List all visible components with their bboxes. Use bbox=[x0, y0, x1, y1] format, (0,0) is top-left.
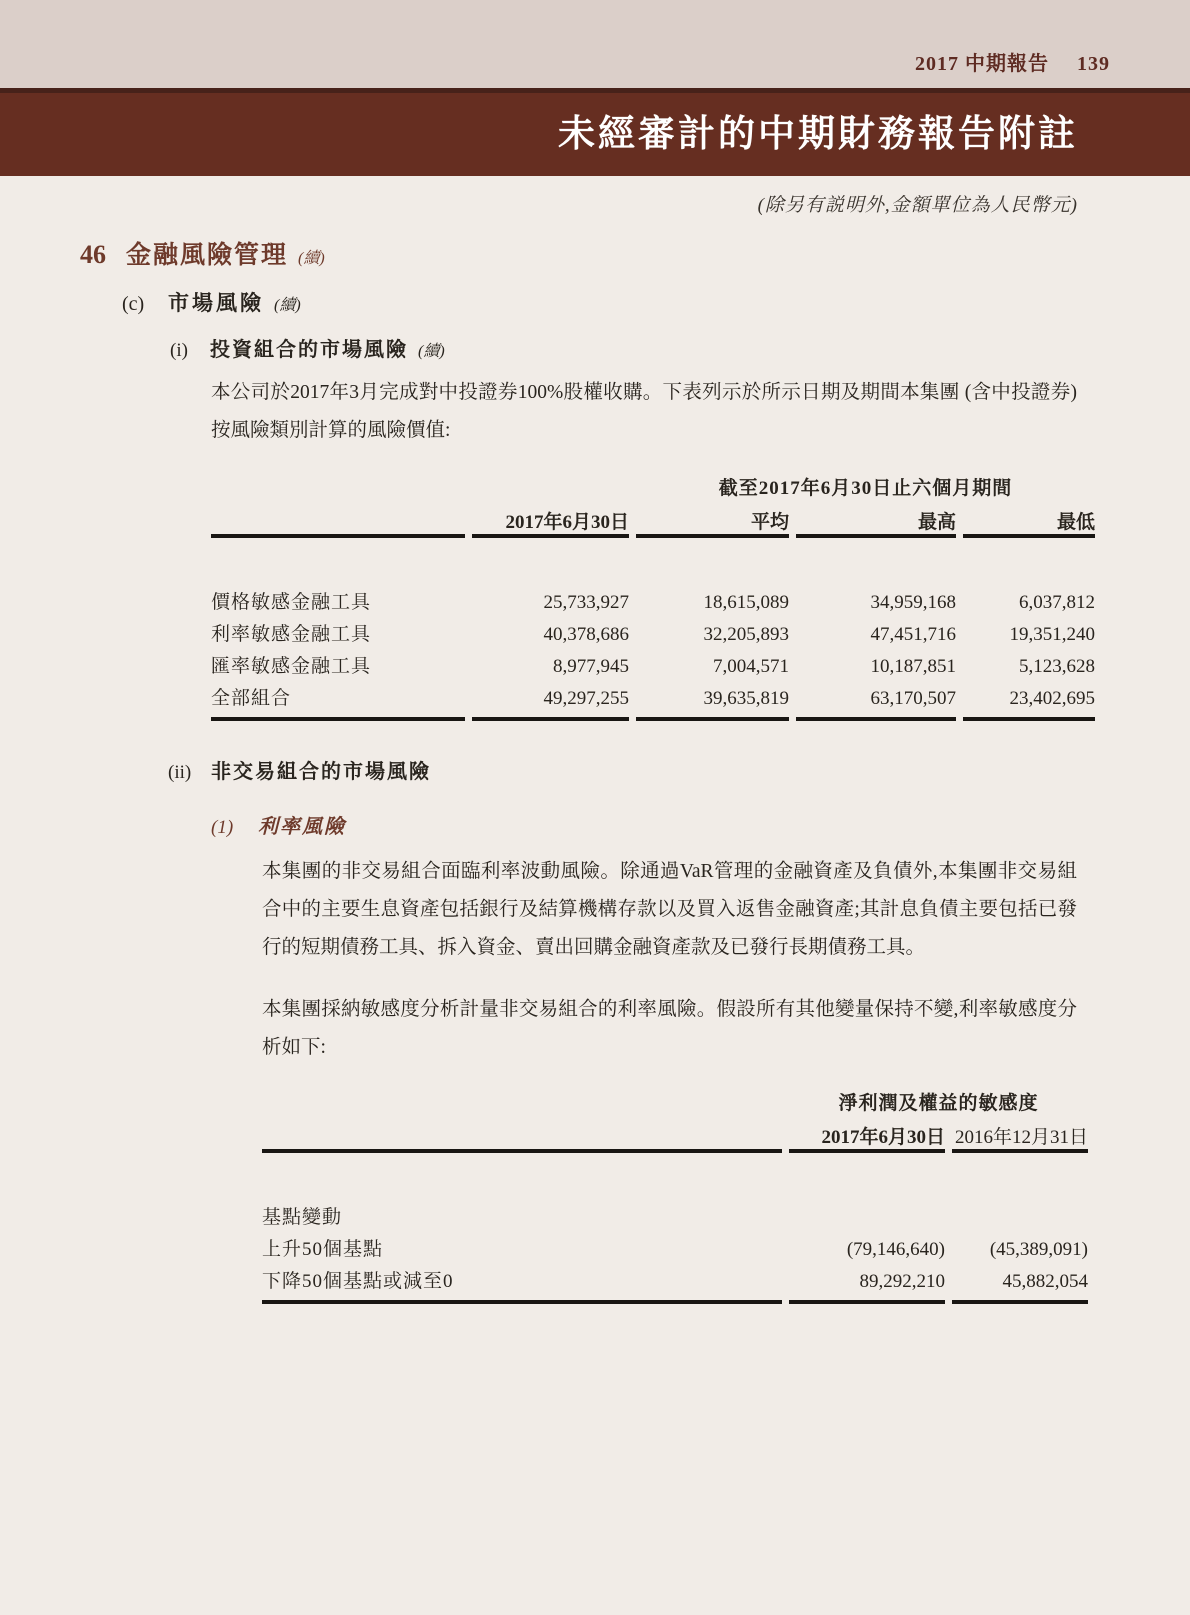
var-table-span-header-row bbox=[211, 464, 1095, 500]
row-value: 5,123,628 bbox=[1019, 656, 1095, 678]
row-value bbox=[789, 1197, 945, 1229]
sens-table-span-header: 淨利潤及權益的敏感度 bbox=[838, 1093, 1039, 1115]
row-value: 6,037,812 bbox=[1019, 592, 1095, 614]
row-value: 18,615,089 bbox=[703, 592, 789, 614]
row-value: 89,292,210 bbox=[789, 1261, 945, 1304]
row-value: 10,187,851 bbox=[870, 656, 956, 678]
item-1-label: (1) bbox=[211, 817, 234, 839]
subsection-c-continued-note: (續) bbox=[274, 297, 301, 314]
row-label: 基點變動 bbox=[262, 1207, 343, 1229]
var-table bbox=[204, 464, 1102, 721]
table-row bbox=[262, 1197, 1088, 1229]
row-value: 47,451,716 bbox=[870, 624, 956, 646]
sens-table-col-header: 2017年6月30日 bbox=[789, 1115, 945, 1153]
row-value: 8,977,945 bbox=[553, 656, 629, 678]
table-row bbox=[262, 1229, 1088, 1261]
sens-table-span-header-row bbox=[262, 1079, 1088, 1115]
section-continued-note: (續) bbox=[298, 250, 325, 267]
subsection-ii-label: (ii) bbox=[168, 762, 192, 784]
row-value: 34,959,168 bbox=[870, 592, 956, 614]
interest-rate-risk-paragraph: 本集團的非交易組合面臨利率波動風險。除通過VaR管理的金融資產及負債外,本集團非交易組合中的主要生息資產包括銀行及結算機構存款以及買入返售金融資產;其計息負債主要包括已發行的短期債務工具、拆入資金、賣出回購金融資產款及已發行長期債務工具。 bbox=[262, 861, 1077, 959]
subsection-i-title: 投資組合的市場風險 bbox=[210, 339, 408, 361]
title-band bbox=[0, 88, 1190, 176]
row-label: 利率敏感金融工具 bbox=[211, 624, 372, 646]
section-heading bbox=[80, 235, 1190, 271]
sens-table-col-header: 2016年12月31日 bbox=[952, 1115, 1088, 1153]
table-row-total bbox=[211, 678, 1095, 721]
report-label: 2017 中期報告 bbox=[915, 53, 1049, 75]
item-1-heading bbox=[211, 810, 1190, 839]
sens-table-column-header-row bbox=[262, 1115, 1088, 1153]
row-value: 23,402,695 bbox=[963, 678, 1095, 721]
row-value bbox=[952, 1197, 1088, 1229]
var-table-column-header-row bbox=[211, 500, 1095, 538]
row-value: 25,733,927 bbox=[543, 592, 629, 614]
var-table-span-header: 截至2017年6月30日止六個月期間 bbox=[718, 478, 1013, 500]
table-spacer-row bbox=[211, 538, 1095, 582]
page-number: 139 bbox=[1077, 53, 1110, 75]
var-table-col-header: 平均 bbox=[636, 500, 789, 538]
row-value: 49,297,255 bbox=[472, 678, 629, 721]
running-head bbox=[915, 47, 1110, 76]
subsection-ii-heading bbox=[168, 755, 1190, 784]
table-row bbox=[211, 614, 1095, 646]
subsection-c-label: (c) bbox=[122, 293, 145, 315]
row-value: 7,004,571 bbox=[713, 656, 789, 678]
row-label: 上升50個基點 bbox=[262, 1239, 384, 1261]
var-table-col-header: 最高 bbox=[796, 500, 956, 538]
table-row bbox=[211, 582, 1095, 614]
row-label: 匯率敏感金融工具 bbox=[211, 656, 372, 678]
units-note: (除另有説明外,金額單位為人民幣元) bbox=[757, 195, 1078, 216]
row-value: 40,378,686 bbox=[543, 624, 629, 646]
row-label: 下降50個基點或減至0 bbox=[262, 1261, 782, 1304]
table-spacer-row bbox=[262, 1153, 1088, 1197]
subsection-c-heading bbox=[122, 287, 1190, 317]
row-value: 39,635,819 bbox=[636, 678, 789, 721]
subsection-i-continued-note: (續) bbox=[418, 343, 445, 360]
row-label: 全部組合 bbox=[211, 678, 465, 721]
item-1-title: 利率風險 bbox=[258, 816, 346, 839]
table-row bbox=[262, 1261, 1088, 1304]
subsection-ii-title: 非交易組合的市場風險 bbox=[211, 761, 431, 784]
row-value: 63,170,507 bbox=[796, 678, 956, 721]
intro-paragraph: 本公司於2017年3月完成對中投證券100%股權收購。下表列示於所示日期及期間本集團 (含中投證券) 按風險類別計算的風險價值: bbox=[211, 382, 1077, 442]
subsection-i-label: (i) bbox=[170, 340, 188, 361]
subsection-i-heading bbox=[170, 333, 1190, 362]
row-value: 19,351,240 bbox=[1009, 624, 1095, 646]
page-title: 未經審計的中期財務報告附註 bbox=[558, 114, 1078, 155]
header-band bbox=[0, 0, 1190, 88]
sensitivity-analysis-paragraph: 本集團採納敏感度分析計量非交易組合的利率風險。假設所有其他變量保持不變,利率敏感度分析如下: bbox=[262, 999, 1077, 1059]
row-value: 45,882,054 bbox=[952, 1261, 1088, 1304]
section-number: 46 bbox=[80, 240, 106, 269]
section-title: 金融風險管理 bbox=[126, 242, 289, 269]
row-value: (45,389,091) bbox=[989, 1239, 1088, 1261]
row-value: 32,205,893 bbox=[703, 624, 789, 646]
var-table-col-header: 2017年6月30日 bbox=[472, 500, 629, 538]
row-value: (79,146,640) bbox=[846, 1239, 945, 1261]
subsection-c-title: 市場風險 bbox=[168, 291, 264, 315]
sensitivity-table bbox=[255, 1079, 1095, 1304]
var-table-col-header: 最低 bbox=[963, 500, 1095, 538]
table-row bbox=[211, 646, 1095, 678]
row-label: 價格敏感金融工具 bbox=[211, 592, 372, 614]
